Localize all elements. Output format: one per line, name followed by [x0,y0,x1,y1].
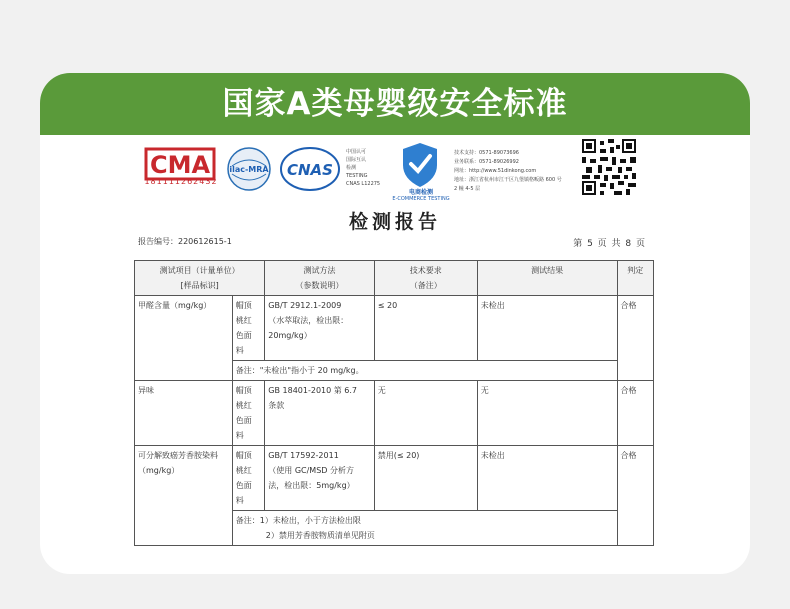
header-method: 测试方法 （参数说明） [265,261,374,296]
cma-number: 181111262432 [144,177,218,186]
test-report-document [134,135,656,574]
header-item: 测试项目（计量单位） [样品标识] [135,261,265,296]
method-cell: GB 18401-2010 第 6.7 条款 [265,381,374,446]
header-requirement: 技术要求 （备注） [374,261,477,296]
ecommerce-testing-shield-icon [400,141,440,189]
method-cell: GB/T 17592-2011 （使用 GC/MSD 分析方 法，检出限：5mg/kg） [265,446,374,511]
cnas-side-text: 中国认可 国际互认 检测 TESTING CNAS L12275 [346,149,381,187]
report-number: 报告编号：220612615-1 [138,237,232,246]
judgement-cell: 合格 [617,381,653,446]
ilac-mra-logo [226,146,272,192]
table-header-row [135,261,654,296]
cnas-text: CNAS [287,161,333,179]
ecommerce-testing-label: 电商检测 E-COMMERCE TESTING [392,189,450,202]
item-cell: 甲醛含量（mg/kg） [135,296,233,381]
note-cell: 备注：1）未检出，小于方法检出限 2）禁用芳香胺物质清单见附页 [232,511,617,546]
page-number: 第 5 页 共 8 页 [573,239,646,249]
requirement-cell: 禁用(≤ 20) [374,446,477,511]
judgement-cell: 合格 [617,296,653,381]
note-cell: 备注："未检出"指小于 20 mg/kg。 [232,361,617,381]
safety-standard-banner: 国家A类母婴级安全标准 [40,73,750,135]
sample-cell: 帽顶 桃红 色面 料 [232,296,265,361]
sample-cell: 帽顶 桃红 色面 料 [232,446,265,511]
test-results-table [134,260,654,546]
header-judgement: 判定 [617,261,653,296]
table-row [135,296,654,361]
requirement-cell: 无 [374,381,477,446]
result-cell: 未检出 [477,296,617,361]
report-title: 检测报告 [348,211,441,233]
method-cell: GB/T 2912.1-2009 （水萃取法，检出限： 20mg/kg） [265,296,374,361]
ilac-text: ilac-MRA [229,165,269,174]
table-row [135,381,654,446]
product-card [40,73,750,574]
table-row [135,446,654,511]
result-cell: 无 [477,381,617,446]
result-cell: 未检出 [477,446,617,511]
header-result: 测试结果 [477,261,617,296]
item-cell: 异味 [135,381,233,446]
requirement-cell: ≤ 20 [374,296,477,361]
cma-text: CMA [149,151,211,179]
lab-contact-info: 技术支持：0571-89073696 业务联系：0571-89026992 网址：http://www.51dinkong.com 地址：浙江省杭州市江干区九堡镇格畈路 600 号 2 幢 4-5 层 [454,150,562,192]
cma-logo [144,145,216,195]
item-cell: 可分解致癌芳香胺染料（mg/kg） [135,446,233,546]
qr-code-icon [582,139,636,195]
cnas-logo [280,146,340,192]
judgement-cell: 合格 [617,446,653,546]
sample-cell: 帽顶 桃红 色面 料 [232,381,265,446]
